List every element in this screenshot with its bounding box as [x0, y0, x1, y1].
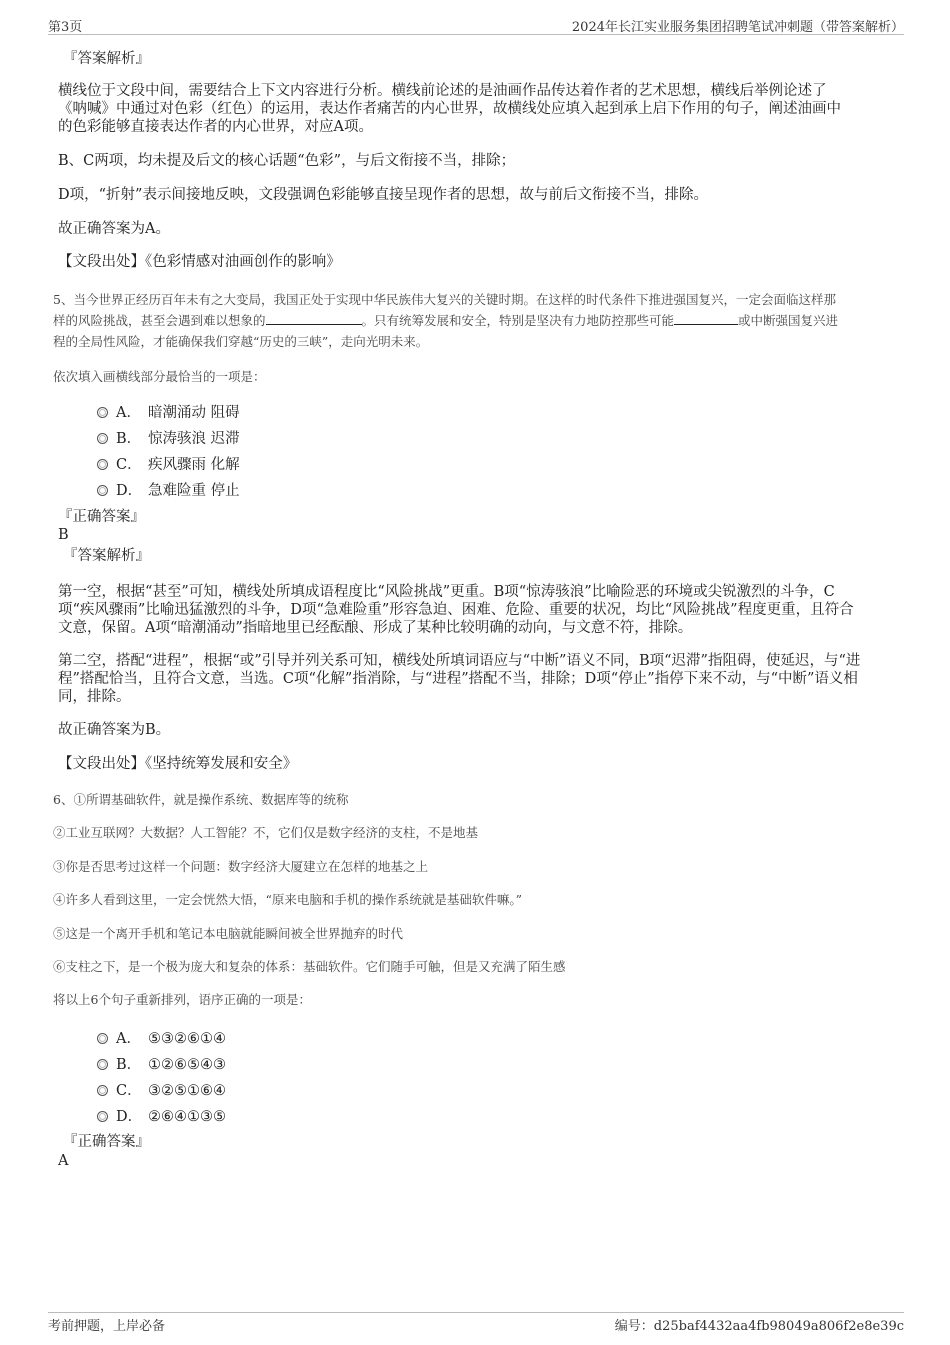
q6-sentence-1: 6、①所谓基础软件，就是操作系统、数据库等的统称: [53, 792, 349, 807]
q6-option-c[interactable]: C． ③②⑤①⑥④: [97, 1079, 226, 1100]
q4-analysis-line-3: 的色彩能够直接表达作者的内心世界，对应A项。: [58, 119, 373, 135]
q4-source: 【文段出处】《色彩情感对油画创作的影响》: [58, 254, 341, 270]
q5-para1-line-1: 第一空，根据“甚至”可知，横线处所填成语程度比“风险挑战”更重。B项“惊涛骇浪”比喻险恶的环境或尖锐激烈的斗争，C: [58, 584, 835, 600]
q6-sentence-4: ④许多人看到这里，一定会恍然大悟，“原来电脑和手机的操作系统就是基础软件嘛。”: [53, 892, 523, 907]
q5-answer-heading: 『正确答案』: [58, 509, 145, 525]
q4-analysis-heading: 『答案解析』: [63, 51, 150, 67]
q5-prompt: 依次填入画横线部分最恰当的一项是：: [53, 369, 266, 384]
q6-prompt: 将以上6个句子重新排列，语序正确的一项是：: [53, 992, 311, 1007]
q5-para2-line-3: 同，排除。: [58, 689, 131, 705]
q6-option-b[interactable]: B． ①②⑥⑤④③: [97, 1053, 226, 1074]
q6-sentence-6: ⑥支柱之下，是一个极为庞大和复杂的体系：基础软件。它们随手可触，但是又充满了陌生感: [53, 959, 566, 974]
page-footer: [48, 1312, 904, 1337]
q5-para1-line-2: 项“疾风骤雨”比喻迅猛激烈的斗争，D项“急难险重”形容急迫、困难、危险、重要的状况，均比“风险挑战”程度更重，且符合: [58, 602, 854, 618]
q4-conclusion: 故正确答案为A。: [58, 221, 170, 237]
document-title: 2024年长江实业服务集团招聘笔试冲刺题（带答案解析）: [571, 20, 904, 35]
radio-icon[interactable]: [97, 407, 108, 418]
q5-option-c[interactable]: C． 疾风骤雨 化解: [97, 453, 240, 474]
radio-icon[interactable]: [97, 433, 108, 444]
q5-para2-line-1: 第二空，搭配“进程”，根据“或”引导并列关系可知，横线处所填词语应与“中断”语义不同，B项“迟滞”指阻碍，使延迟，与“进: [58, 653, 861, 669]
q5-blank-1: [266, 312, 362, 325]
q5-option-a[interactable]: A． 暗潮涌动 阻碍: [97, 401, 240, 422]
q5-option-d[interactable]: D． 急难险重 停止: [97, 479, 240, 500]
q5-option-b[interactable]: B． 惊涛骇浪 迟滞: [97, 427, 240, 448]
q5-answer: B: [58, 527, 69, 543]
q5-para1-line-3: 文意，保留。A项“暗潮涌动”指暗地里已经酝酿、形成了某种比较明确的动向，与文意不符，排除。: [58, 620, 693, 636]
q6-sentence-2: ②工业互联网？大数据？人工智能？不，它们仅是数字经济的支柱，不是地基: [53, 825, 479, 840]
page-header: [48, 14, 904, 35]
q5-stem-part-c: 或中断强国复兴进: [738, 313, 839, 328]
q6-answer: A: [58, 1153, 69, 1169]
radio-icon[interactable]: [97, 459, 108, 470]
q6-answer-heading: 『正确答案』: [63, 1134, 150, 1150]
q5-stem-part-b: 。只有统筹发展和安全，特别是坚决有力地防控那些可能: [361, 313, 675, 328]
radio-icon[interactable]: [97, 1111, 108, 1122]
q5-para2-line-2: 程”搭配恰当，且符合文意，当选。C项“化解”指消除，与“进程”搭配不当，排除；D项“停止”指停下来不动，与“中断”语义相: [58, 671, 858, 687]
q6-option-a[interactable]: A． ⑤③②⑥①④: [97, 1027, 226, 1048]
page-number: 第3页: [48, 20, 83, 35]
document-code: 编号：d25baf4432aa4fb98049a806f2e8e39c: [614, 1319, 904, 1334]
q5-analysis-heading: 『答案解析』: [63, 548, 150, 564]
radio-icon[interactable]: [97, 485, 108, 496]
q4-analysis-line-2: 《呐喊》中通过对色彩（红色）的运用，表达作者痛苦的内心世界，故横线处应填入起到承上启下作用的句子，阐述油画中: [58, 101, 841, 117]
q5-conclusion: 故正确答案为B。: [58, 722, 171, 738]
radio-icon[interactable]: [97, 1085, 108, 1096]
q4-d-explanation: D项，“折射”表示间接地反映，文段强调色彩能够直接呈现作者的思想，故与前后文衔接不当，排除。: [58, 187, 708, 203]
q6-sentence-3: ③你是否思考过这样一个问题：数字经济大厦建立在怎样的地基之上: [53, 859, 429, 874]
q5-stem-line-2: [53, 310, 838, 331]
radio-icon[interactable]: [97, 1059, 108, 1070]
q4-analysis-line-1: 横线位于文段中间，需要结合上下文内容进行分析。横线前论述的是油画作品传达着作者的艺术思想，横线后举例论述了: [58, 83, 827, 99]
q5-stem-part-a: 样的风险挑战，甚至会遇到难以想象的: [53, 313, 266, 328]
q4-bc-explanation: B、C两项，均未提及后文的核心话题“色彩”，与后文衔接不当，排除；: [58, 153, 516, 169]
q6-option-d[interactable]: D． ②⑥④①③⑤: [97, 1105, 226, 1126]
footer-slogan: 考前押题，上岸必备: [48, 1319, 166, 1334]
radio-icon[interactable]: [97, 1033, 108, 1044]
q5-stem-line-3: 程的全局性风险，才能确保我们穿越“历史的三峡”，走向光明未来。: [53, 334, 429, 349]
q6-sentence-5: ⑤这是一个离开手机和笔记本电脑就能瞬间被全世界抛弃的时代: [53, 926, 404, 941]
q5-source: 【文段出处】《坚持统筹发展和安全》: [58, 756, 298, 772]
q5-stem-line-1: 5、当今世界正经历百年未有之大变局，我国正处于实现中华民族伟大复兴的关键时期。在这样的时代条件下推进强国复兴，一定会面临这样那: [53, 292, 836, 307]
q5-blank-2: [674, 312, 738, 325]
